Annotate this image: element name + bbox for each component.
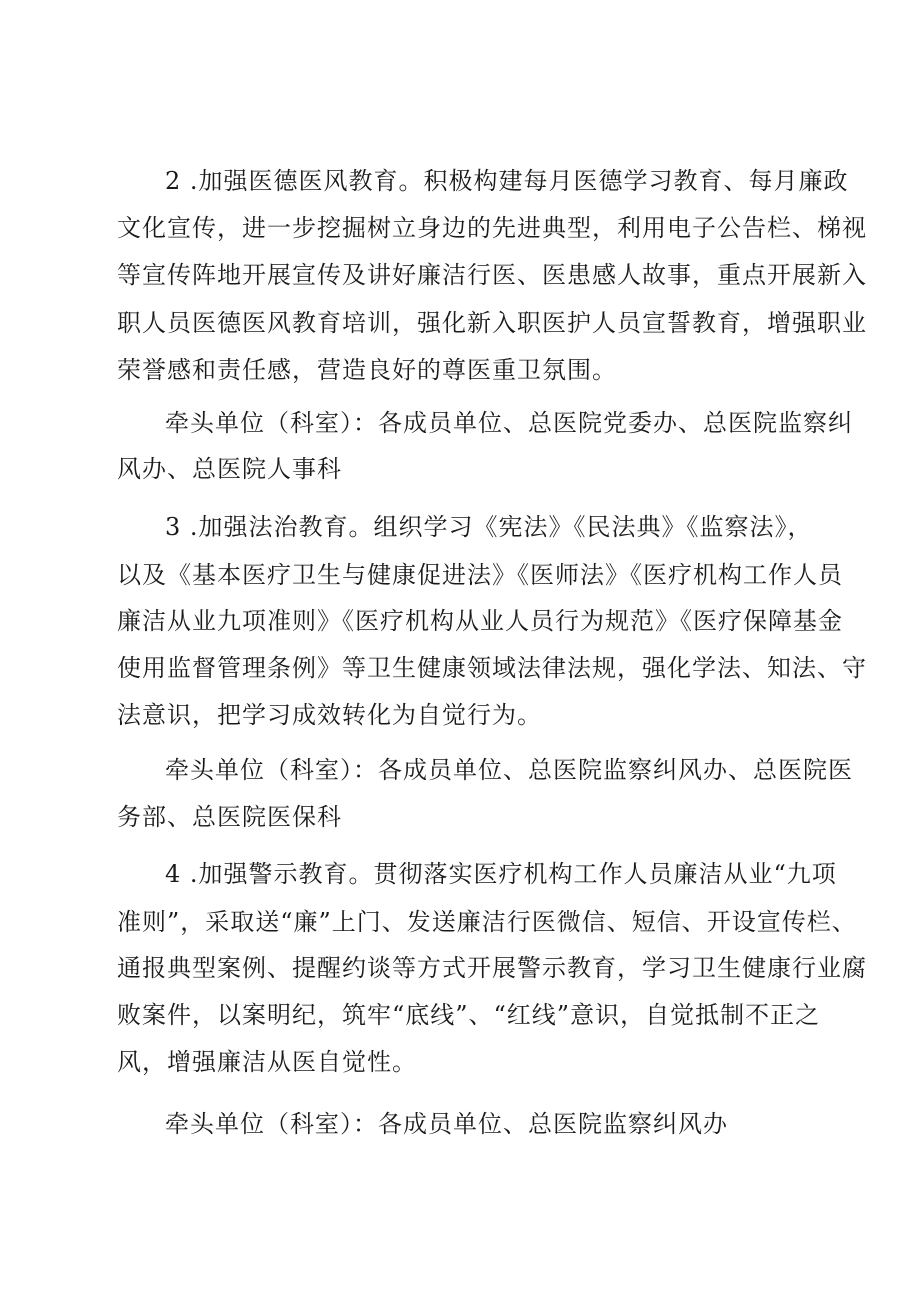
text-line: 准则”，采取送“廉”上门、发送廉洁行医微信、短信、开设宣传栏、 [117,908,857,936]
text-line: 使用监督管理条例》等卫生健康领域法律法规，强化学法、知法、守 [117,654,867,682]
text-line: 2 .加强医德医风教育。积极构建每月医德学习教育、每月廉政 [165,167,849,195]
text-line: 通报典型案例、提醒约谈等方式开展警示教育，学习卫生健康行业腐 [117,954,867,982]
text-line: 牵头单位（科室）：各成员单位、总医院监察纠风办 [165,1110,728,1138]
text-line: 法意识，把学习成效转化为自觉行为。 [117,701,542,729]
text-line: 牵头单位（科室）：各成员单位、总医院监察纠风办、总医院医 [165,756,853,784]
text-line: 3 .加强法治教育。组织学习《宪法》《民法典》《监察法》， [165,513,813,541]
text-line: 牵头单位（科室）：各成员单位、总医院党委办、总医院监察纠 [165,409,853,437]
text-line: 廉洁从业九项准则》《医疗机构从业人员行为规范》《医疗保障基金 [117,607,843,635]
text-line: 风，增强廉洁从医自觉性。 [117,1048,417,1076]
text-line: 等宣传阵地开展宣传及讲好廉洁行医、医患感人故事，重点开展新入 [117,261,867,289]
text-line: 以及《基本医疗卫生与健康促进法》《医师法》《医疗机构工作人员 [117,561,843,589]
text-line: 文化宣传，进一步挖掘树立身边的先进典型，利用电子公告栏、梯视 [117,214,867,242]
text-line: 4 .加强警示教育。贯彻落实医疗机构工作人员廉洁从业“九项 [165,860,837,888]
text-line: 务部、总医院医保科 [117,803,342,831]
text-line: 风办、总医院人事科 [117,455,342,483]
text-line: 败案件，以案明纪，筑牢“底线”、“红线”意识，自觉抵制不正之 [117,1001,821,1029]
text-line: 职人员医德医风教育培训，强化新入职医护人员宣誓教育，增强职业 [117,309,867,337]
text-line: 荣誉感和责任感，营造良好的尊医重卫氛围。 [117,356,617,384]
